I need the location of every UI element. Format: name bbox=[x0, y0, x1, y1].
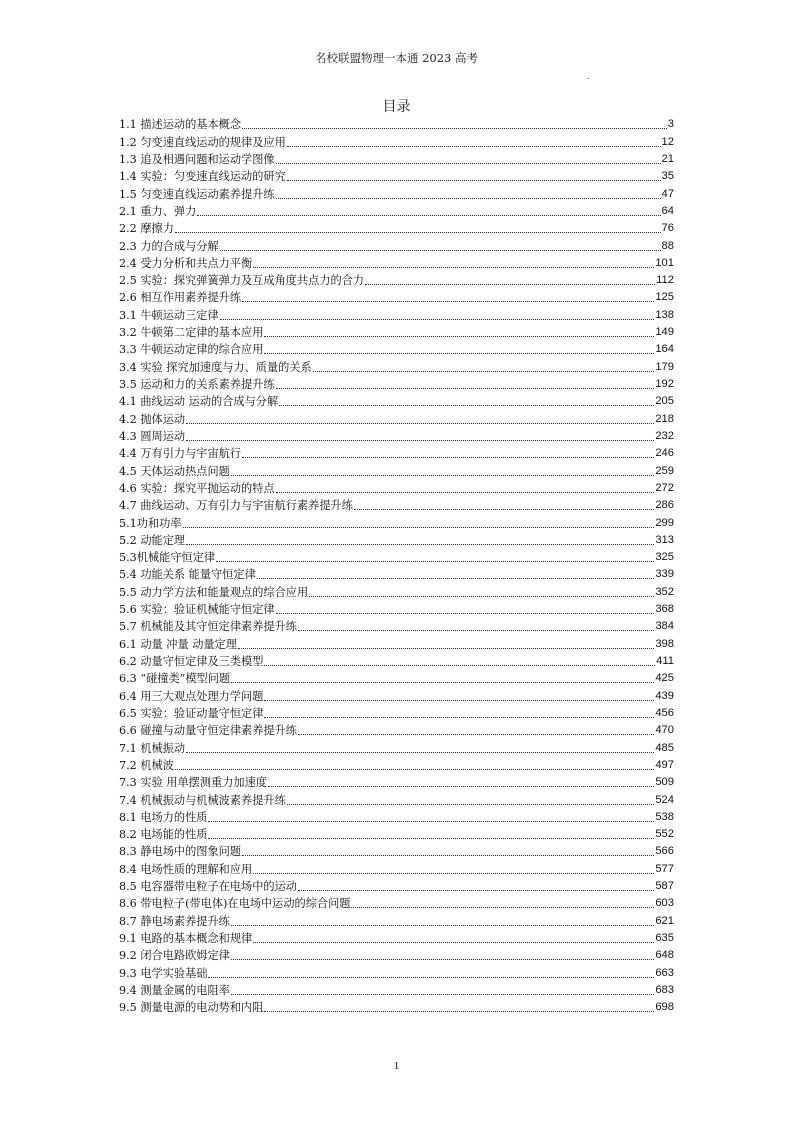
toc-entry-label: 2.1 重力、弹力 bbox=[119, 204, 197, 218]
dot-leader bbox=[264, 352, 654, 354]
toc-entry-label: 6.4 用三大观点处理力学问题 bbox=[119, 689, 264, 703]
toc-entry[interactable] bbox=[119, 444, 674, 461]
page-header: 名校联盟物理一本通 2023 高考 bbox=[314, 51, 479, 65]
dot-leader bbox=[231, 681, 654, 683]
toc-entry-page: 232 bbox=[655, 429, 674, 442]
toc-entry[interactable] bbox=[119, 929, 674, 946]
toc-entry-label: 1.3 追及相遇问题和运动学图像 bbox=[119, 152, 275, 166]
toc-entry-page: 21 bbox=[661, 152, 674, 165]
toc-entry[interactable] bbox=[119, 669, 674, 686]
page-number: 1 bbox=[393, 1060, 400, 1072]
toc-entry-page: 683 bbox=[655, 983, 674, 996]
dot-leader bbox=[264, 1010, 654, 1012]
toc-entry[interactable] bbox=[119, 115, 674, 132]
dot-leader bbox=[186, 543, 654, 545]
toc-entry[interactable] bbox=[119, 998, 674, 1015]
toc-entry-page: 497 bbox=[655, 758, 674, 771]
dot-leader bbox=[264, 335, 654, 337]
toc-entry[interactable] bbox=[119, 825, 674, 842]
toc-entry-page: 325 bbox=[655, 551, 674, 564]
toc-entry-page: 552 bbox=[655, 828, 674, 841]
toc-entry-page: 485 bbox=[655, 741, 674, 754]
dot-leader bbox=[253, 941, 654, 943]
toc-entry-page: 339 bbox=[655, 568, 674, 581]
toc-entry-page: 12 bbox=[661, 135, 674, 148]
toc-entry-label: 8.5 电容器带电粒子在电场中的运动 bbox=[119, 880, 297, 894]
toc-entry[interactable] bbox=[119, 496, 674, 513]
dot-leader bbox=[313, 370, 655, 372]
toc-entry[interactable] bbox=[119, 790, 674, 807]
toc-entry-label: 9.3 电学实验基础 bbox=[119, 966, 208, 980]
dot-leader bbox=[276, 491, 655, 493]
toc-entry[interactable] bbox=[119, 773, 674, 790]
toc-entry-page: 149 bbox=[655, 326, 674, 339]
toc-entry-label: 5.6 实验：验证机械能守恒定律 bbox=[119, 603, 275, 617]
dot-leader bbox=[175, 231, 661, 233]
toc-entry-label: 5.4 功能关系 能量守恒定律 bbox=[119, 568, 256, 582]
toc-entry[interactable] bbox=[119, 721, 674, 738]
toc-entry-page: 246 bbox=[655, 447, 674, 460]
toc-entry[interactable] bbox=[119, 288, 674, 305]
dot-leader bbox=[216, 560, 654, 562]
dot-leader bbox=[276, 197, 661, 199]
dot-leader bbox=[287, 803, 655, 805]
toc-entry-page: 439 bbox=[655, 689, 674, 702]
dot-leader bbox=[264, 699, 654, 701]
dot-leader bbox=[220, 318, 655, 320]
toc-entry[interactable] bbox=[119, 392, 674, 409]
toc-entry-label: 5.1功和功率 bbox=[119, 516, 182, 530]
toc-entry[interactable] bbox=[119, 738, 674, 755]
toc-entry[interactable] bbox=[119, 652, 674, 669]
toc-entry-label: 1.1 描述运动的基本概念 bbox=[119, 118, 242, 132]
toc-entry-label: 3.3 牛顿运动定律的综合应用 bbox=[119, 343, 264, 357]
toc-entry[interactable] bbox=[119, 565, 674, 582]
toc-entry[interactable] bbox=[119, 808, 674, 825]
toc-entry[interactable] bbox=[119, 600, 674, 617]
toc-entry-label: 9.4 测量金属的电阻率 bbox=[119, 983, 230, 997]
toc-entry-label: 7.4 机械振动与机械波素养提升练 bbox=[119, 793, 286, 807]
toc-entry-label: 9.2 闭合电路欧姆定律 bbox=[119, 949, 230, 963]
toc-entry-page: 384 bbox=[655, 620, 674, 633]
toc-entry-label: 6.5 实验：验证动量守恒定律 bbox=[119, 706, 264, 720]
toc-entry[interactable] bbox=[119, 305, 674, 322]
toc-entry-page: 192 bbox=[655, 378, 674, 390]
toc-entry[interactable] bbox=[119, 877, 674, 894]
toc-entry[interactable] bbox=[119, 409, 674, 426]
toc-entry[interactable] bbox=[119, 981, 674, 998]
toc-entry-page: 313 bbox=[655, 533, 674, 546]
toc-entry[interactable] bbox=[119, 340, 674, 357]
dot-leader bbox=[253, 266, 654, 268]
toc-entry-page: 64 bbox=[661, 204, 674, 217]
toc-entry-label: 5.7 机械能及其守恒定律素养提升练 bbox=[119, 620, 297, 634]
toc-title: 目录 bbox=[382, 99, 411, 115]
toc-entry-page: 299 bbox=[655, 516, 674, 529]
dot-leader bbox=[276, 387, 655, 389]
toc-entry[interactable] bbox=[119, 461, 674, 478]
toc-entry-page: 524 bbox=[655, 793, 674, 806]
toc-entry-label: 3.1 牛顿运动三定律 bbox=[119, 308, 219, 322]
dot-leader bbox=[276, 162, 661, 164]
dot-leader bbox=[257, 577, 655, 579]
toc-entry-label: 8.4 电场性质的理解和应用 bbox=[119, 862, 253, 876]
toc-entry[interactable] bbox=[119, 704, 674, 721]
toc-entry[interactable] bbox=[119, 894, 674, 911]
toc-entry-label: 5.3机械能守恒定律 bbox=[119, 551, 216, 565]
toc-entry[interactable] bbox=[119, 686, 674, 703]
toc-entry-page: 603 bbox=[655, 897, 674, 910]
toc-entry-label: 8.3 静电场中的图象问题 bbox=[119, 845, 242, 859]
toc-entry-label: 7.3 实验 用单摆测重力加速度 bbox=[119, 776, 267, 790]
toc-entry-page: 577 bbox=[655, 862, 674, 875]
dot-leader bbox=[242, 854, 654, 856]
toc-entry[interactable] bbox=[119, 963, 674, 980]
toc-entry-page: 425 bbox=[655, 672, 674, 685]
header-mark: . bbox=[587, 72, 590, 81]
toc-entry-label: 9.5 测量电源的电动势和内阻 bbox=[119, 1001, 264, 1015]
toc-entry-label: 2.4 受力分析和共点力平衡 bbox=[119, 256, 253, 270]
toc-entry-label: 5.2 动能定理 bbox=[119, 533, 186, 547]
toc-entry-label: 4.6 实验：探究平抛运动的特点 bbox=[119, 481, 275, 495]
toc-entry-label: 8.1 电场力的性质 bbox=[119, 810, 208, 824]
toc-entry-label: 6.1 动量 冲量 动量定理 bbox=[119, 637, 237, 651]
dot-leader bbox=[279, 404, 654, 406]
dot-leader bbox=[242, 300, 654, 302]
dot-leader bbox=[298, 733, 654, 735]
dot-leader bbox=[231, 474, 654, 476]
toc-entry[interactable] bbox=[119, 167, 674, 184]
toc-entry-page: 635 bbox=[655, 932, 674, 944]
toc-entry-label: 3.2 牛顿第二定律的基本应用 bbox=[119, 326, 264, 340]
dot-leader bbox=[186, 422, 654, 424]
toc-entry[interactable] bbox=[119, 513, 674, 530]
dot-leader bbox=[309, 595, 654, 597]
toc-entry-page: 125 bbox=[655, 291, 674, 304]
dot-leader bbox=[264, 664, 655, 666]
toc-entry-page: 47 bbox=[661, 187, 674, 200]
toc-entry[interactable] bbox=[119, 202, 674, 219]
toc-entry-label: 1.5 匀变速直线运动素养提升练 bbox=[119, 187, 275, 201]
toc-entry[interactable] bbox=[119, 271, 674, 288]
toc-entry-page: 368 bbox=[655, 603, 674, 616]
toc-entry-page: 398 bbox=[655, 637, 674, 650]
toc-entry-page: 509 bbox=[655, 776, 674, 789]
dot-leader bbox=[231, 958, 654, 960]
toc-entry-label: 1.4 实验：匀变速直线运动的研究 bbox=[119, 170, 286, 184]
dot-leader bbox=[197, 214, 660, 216]
toc-entry-page: 3 bbox=[667, 118, 674, 131]
toc-entry[interactable] bbox=[119, 859, 674, 876]
dot-leader bbox=[276, 612, 655, 614]
toc-entry-label: 4.5 天体运动热点问题 bbox=[119, 464, 230, 478]
toc-entry-page: 538 bbox=[655, 810, 674, 823]
dot-leader bbox=[268, 785, 654, 787]
toc-entry[interactable] bbox=[119, 427, 674, 444]
toc-entry-label: 8.6 带电粒子(带电体)在电场中运动的综合问题 bbox=[119, 897, 351, 911]
toc-entry[interactable] bbox=[119, 756, 674, 773]
toc-entry[interactable] bbox=[119, 254, 674, 271]
toc-entry-label: 6.2 动量守恒定律及三类模型 bbox=[119, 655, 264, 668]
toc-entry-label: 9.1 电路的基本概念和规律 bbox=[119, 932, 253, 945]
dot-leader bbox=[238, 647, 654, 649]
toc-entry-page: 138 bbox=[655, 308, 674, 321]
toc-entry-page: 621 bbox=[655, 914, 674, 927]
toc-entry-page: 35 bbox=[661, 170, 674, 183]
toc-entry-label: 4.3 圆周运动 bbox=[119, 429, 186, 443]
toc-entry-label: 6.6 碰撞与动量守恒定律素养提升练 bbox=[119, 724, 297, 738]
toc-entry[interactable] bbox=[119, 150, 674, 167]
toc-entry[interactable] bbox=[119, 219, 674, 236]
toc-entry-label: 6.3 “碰撞类”模型问题 bbox=[119, 672, 231, 686]
dot-leader bbox=[287, 145, 661, 147]
toc-entry[interactable] bbox=[119, 357, 674, 374]
dot-leader bbox=[208, 976, 654, 978]
dot-leader bbox=[298, 629, 654, 631]
toc-entry-page: 411 bbox=[656, 655, 674, 667]
toc-entry[interactable] bbox=[119, 323, 674, 340]
dot-leader bbox=[253, 872, 654, 874]
dot-leader bbox=[208, 820, 654, 822]
toc-entry-label: 4.7 曲线运动、万有引力与宇宙航行素养提升练 bbox=[119, 499, 353, 513]
toc-entry-label: 7.1 机械振动 bbox=[119, 741, 186, 755]
toc-entry-label: 2.6 相互作用素养提升练 bbox=[119, 291, 242, 305]
toc-entry-page: 272 bbox=[655, 481, 674, 494]
toc-entry-page: 112 bbox=[656, 274, 674, 287]
toc-entry-label: 1.2 匀变速直线运动的规律及应用 bbox=[119, 135, 286, 149]
toc-entry-label: 4.4 万有引力与宇宙航行 bbox=[119, 447, 242, 461]
toc-entry-page: 88 bbox=[661, 239, 674, 252]
toc-entry-label: 8.2 电场能的性质 bbox=[119, 828, 208, 842]
dot-leader bbox=[231, 924, 654, 926]
toc-entry[interactable] bbox=[119, 236, 674, 253]
toc-entry-page: 179 bbox=[655, 360, 674, 373]
dot-leader bbox=[175, 768, 654, 770]
toc-entry-page: 259 bbox=[655, 464, 674, 477]
toc-entry-page: 587 bbox=[655, 880, 674, 893]
toc-entry[interactable] bbox=[119, 617, 674, 634]
toc-entry[interactable] bbox=[119, 842, 674, 859]
toc-entry-page: 456 bbox=[655, 706, 674, 719]
dot-leader bbox=[287, 179, 661, 181]
dot-leader bbox=[242, 456, 654, 458]
toc-entry-label: 7.2 机械波 bbox=[119, 758, 174, 772]
toc-entry-page: 218 bbox=[655, 412, 674, 425]
toc-entry-label: 2.2 摩擦力 bbox=[119, 222, 174, 236]
toc-entry-label: 2.3 力的合成与分解 bbox=[119, 239, 219, 253]
toc-entry-label: 5.5 动力学方法和能量观点的综合应用 bbox=[119, 585, 309, 599]
toc-entry-page: 101 bbox=[655, 256, 674, 269]
toc-entry-page: 648 bbox=[655, 949, 674, 962]
toc-entry-label: 3.4 实验 探究加速度与力、质量的关系 bbox=[119, 360, 312, 374]
toc-entry[interactable] bbox=[119, 184, 674, 201]
dot-leader bbox=[220, 249, 661, 251]
toc-entry-page: 698 bbox=[655, 1001, 674, 1014]
toc-entry[interactable] bbox=[119, 634, 674, 651]
toc-entry-page: 352 bbox=[655, 585, 674, 598]
toc-entry[interactable] bbox=[119, 479, 674, 496]
toc-entry-page: 205 bbox=[655, 395, 674, 408]
dot-leader bbox=[242, 127, 667, 129]
toc-entry-label: 4.2 抛体运动 bbox=[119, 412, 186, 426]
dot-leader bbox=[354, 508, 654, 510]
toc-entry-label: 8.7 静电场素养提升练 bbox=[119, 914, 230, 928]
dot-leader bbox=[186, 751, 654, 753]
dot-leader bbox=[183, 526, 655, 528]
toc-entry-page: 76 bbox=[661, 222, 674, 235]
dot-leader bbox=[186, 439, 654, 441]
toc-entry-label: 2.5 实验：探究弹簧弹力及互成角度共点力的合力 bbox=[119, 274, 365, 288]
toc-entry[interactable] bbox=[119, 582, 674, 599]
toc-entry[interactable] bbox=[119, 375, 674, 392]
dot-leader bbox=[231, 993, 654, 995]
toc-entry[interactable] bbox=[119, 911, 674, 928]
toc-entry[interactable] bbox=[119, 531, 674, 548]
toc-entry-page: 286 bbox=[655, 499, 674, 512]
toc-entry[interactable] bbox=[119, 946, 674, 963]
table-of-contents bbox=[119, 115, 674, 1015]
toc-entry-label: 3.5 运动和力的关系素养提升练 bbox=[119, 378, 275, 391]
toc-entry-page: 164 bbox=[655, 343, 674, 356]
dot-leader bbox=[298, 889, 654, 891]
dot-leader bbox=[208, 837, 654, 839]
toc-entry-page: 663 bbox=[655, 966, 674, 979]
toc-entry-page: 470 bbox=[655, 724, 674, 737]
toc-entry-label: 4.1 曲线运动 运动的合成与分解 bbox=[119, 395, 279, 409]
dot-leader bbox=[264, 716, 654, 718]
dot-leader bbox=[365, 283, 655, 285]
toc-entry[interactable] bbox=[119, 548, 674, 565]
toc-entry[interactable] bbox=[119, 132, 674, 149]
dot-leader bbox=[351, 906, 654, 908]
toc-entry-page: 566 bbox=[655, 845, 674, 858]
